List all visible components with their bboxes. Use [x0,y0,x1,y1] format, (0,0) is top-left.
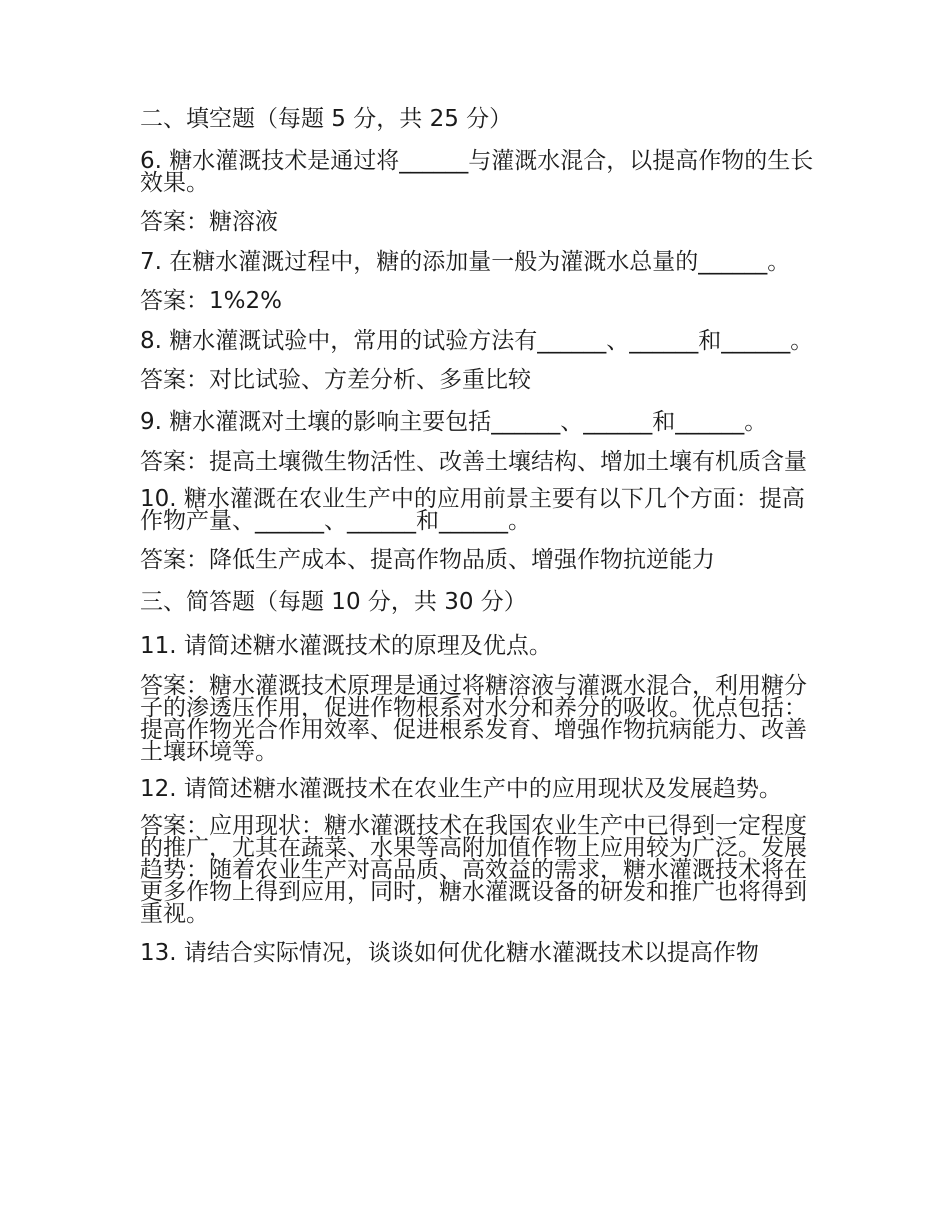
question-8: 8. 糖水灌溉试验中，常用的试验方法有______、______和______。 [140,328,814,354]
question-10: 10. 糖水灌溉在农业生产中的应用前景主要有以下几个方面：提高作物产量、______、______和______。 [140,486,805,534]
answer-10: 答案：降低生产成本、提高作物品质、增强作物抗逆能力 [140,547,715,573]
question-6: 6. 糖水灌溉技术是通过将______与灌溉水混合，以提高作物的生长效果。 [140,148,814,196]
answer-6: 答案：糖溶液 [140,209,278,235]
question-11: 11. 请简述糖水灌溉技术的原理及优点。 [140,633,552,659]
section-heading-fill-in-blank: 二、填空题（每题 5 分，共 25 分） [140,106,513,132]
document-page [140,106,820,982]
question-7: 7. 在糖水灌溉过程中，糖的添加量一般为灌溉水总量的______。 [140,249,791,275]
question-13: 13. 请结合实际情况，谈谈如何优化糖水灌溉技术以提高作物 [140,940,759,966]
answer-9: 答案：提高土壤微生物活性、改善土壤结构、增加土壤有机质含量 [140,449,807,475]
answer-8: 答案：对比试验、方差分析、多重比较 [140,367,531,393]
question-12: 12. 请简述糖水灌溉技术在农业生产中的应用现状及发展趋势。 [140,776,782,802]
section-heading-short-answer: 三、简答题（每题 10 分，共 30 分） [140,589,527,615]
answer-7: 答案：1%2% [140,288,282,314]
question-9: 9. 糖水灌溉对土壤的影响主要包括______、______和______。 [140,409,768,435]
answer-11: 答案：糖水灌溉技术原理是通过将糖溶液与灌溉水混合，利用糖分子的渗透压作用，促进作物根系对水分和养分的吸收。优点包括：提高作物光合作用效率、促进根系发育、增强作物抗病能力、改善土壤环境等。 [140,673,807,765]
answer-12: 答案：应用现状：糖水灌溉技术在我国农业生产中已得到一定程度的推广，尤其在蔬菜、水果等高附加值作物上应用较为广泛。发展趋势：随着农业生产对高品质、高效益的需求，糖水灌溉技术将在更多作物上得到应用，同时，糖水灌溉设备的研发和推广也将得到重视。 [140,813,807,927]
